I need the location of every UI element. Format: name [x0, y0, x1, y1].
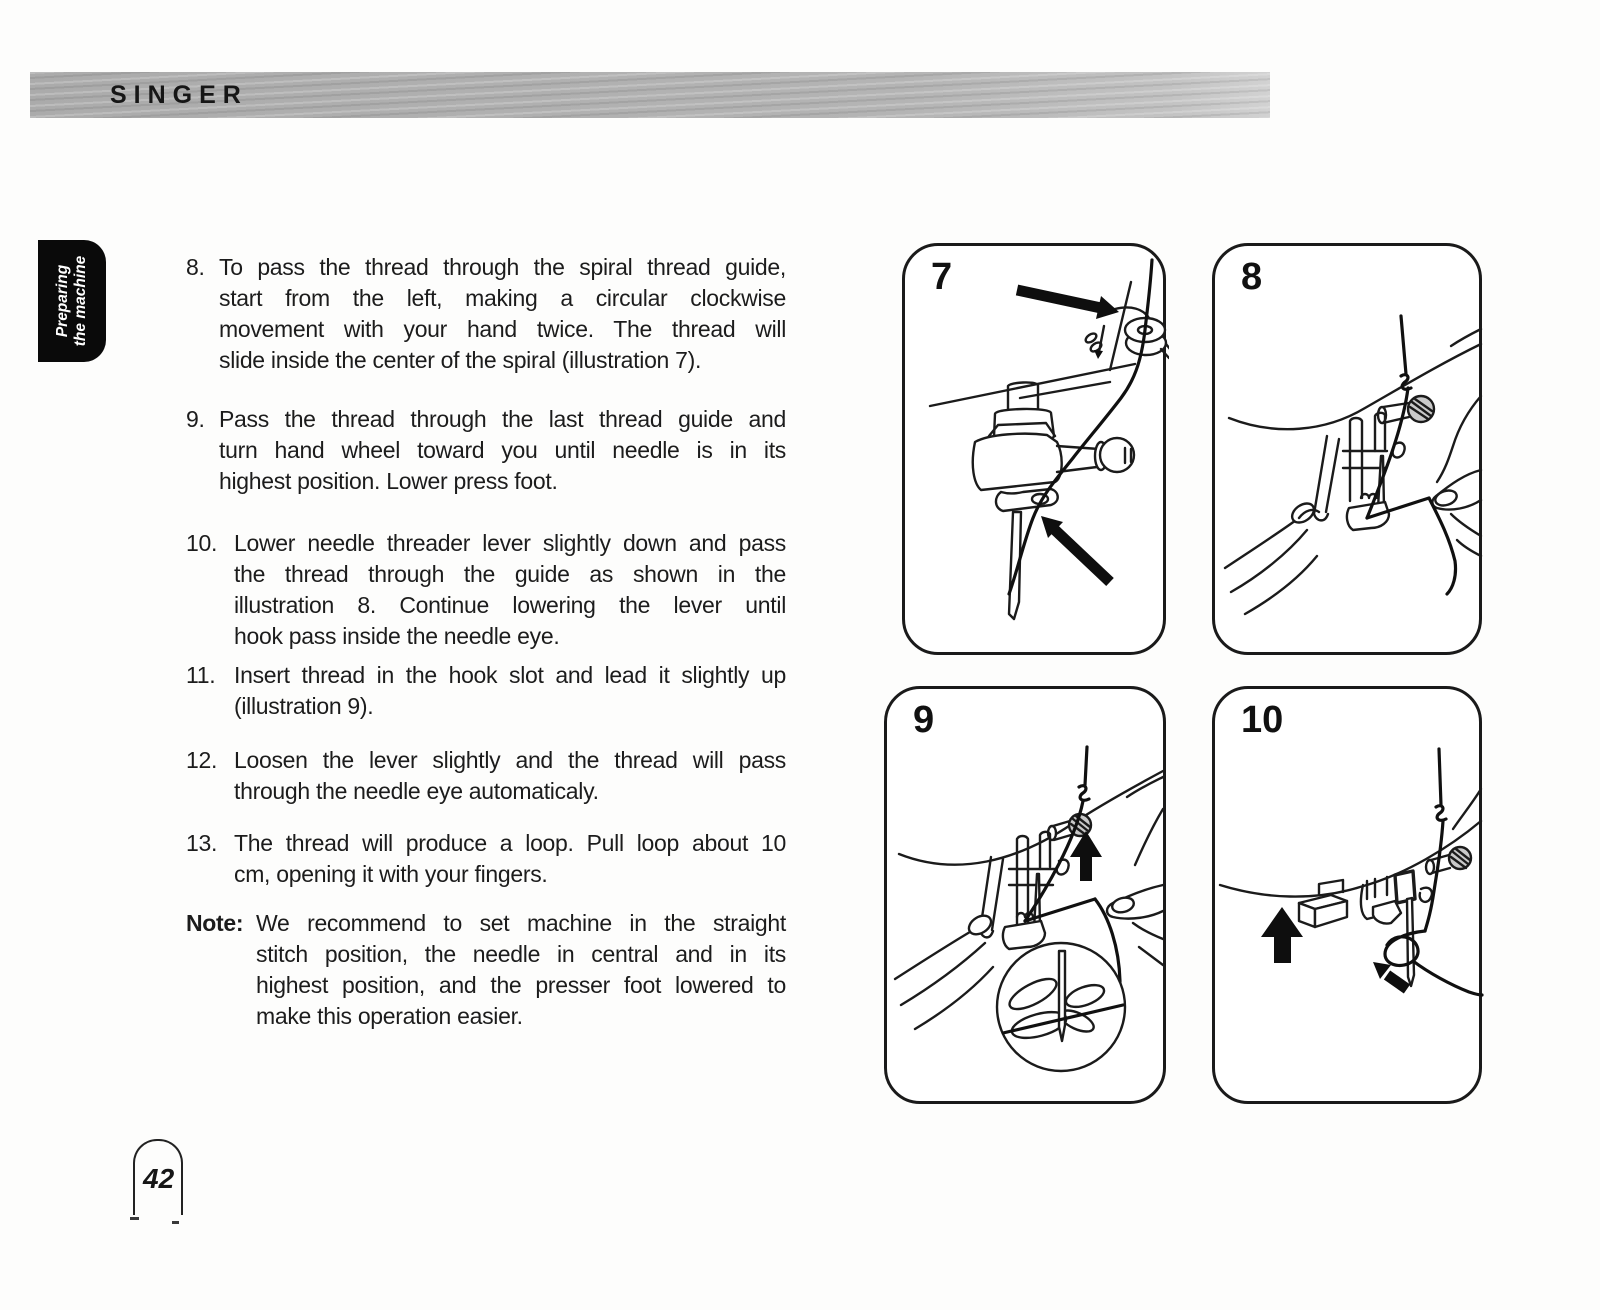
instruction-step-8	[186, 252, 786, 376]
page-number: 42	[143, 1163, 175, 1194]
figure-7-number: 7	[931, 256, 953, 298]
instruction-step-13	[186, 828, 786, 890]
figure-8-number: 8	[1241, 256, 1263, 298]
arrow-up-icon	[1261, 907, 1303, 937]
arrow-up-left-icon	[1387, 975, 1407, 989]
arrow-up-left-icon	[1055, 530, 1110, 582]
step-number: 8.	[186, 254, 205, 280]
figure-7-illustration	[905, 246, 1169, 658]
brand-banner	[30, 72, 1270, 118]
instruction-step-12	[186, 745, 786, 807]
instruction-step-10	[186, 528, 786, 652]
figure-9-number: 9	[913, 699, 935, 741]
step-number: 9.	[186, 406, 205, 432]
chapter-tab-label: Preparing the machine	[54, 255, 89, 347]
step-text: The thread will produce a loop. Pull loop about 10 cm, opening it with your fingers.	[234, 830, 786, 887]
arrow-right-icon	[1017, 290, 1101, 308]
chapter-tab	[38, 240, 106, 362]
instruction-step-9	[186, 404, 786, 497]
note-label: Note:	[186, 910, 244, 936]
scan-mark	[130, 1217, 139, 1220]
note-text: We recommend to set machine in the straight stitch position, the needle in central and in its highest position, and the presser foot lowered to make this operation easier.	[256, 910, 786, 1029]
step-text: Insert thread in the hook slot and lead it slightly up (illustration 9).	[234, 662, 786, 719]
step-number: 12.	[186, 747, 218, 773]
figure-10-panel	[1212, 686, 1482, 1104]
figure-10-illustration	[1215, 689, 1485, 1107]
step-number: 11.	[186, 662, 216, 688]
brand-logo: SINGER	[110, 81, 248, 109]
figure-8-illustration	[1215, 246, 1485, 658]
instruction-step-11	[186, 660, 786, 722]
page-number-arch	[133, 1139, 183, 1215]
step-text: Loosen the lever slightly and the thread will pass through the needle eye automaticaly.	[234, 747, 786, 804]
figure-10-number: 10	[1241, 699, 1284, 741]
note-paragraph	[186, 908, 786, 1032]
figure-9-panel	[884, 686, 1166, 1104]
figure-9-illustration	[887, 689, 1169, 1107]
step-text: Lower needle threader lever slightly down and pass the thread through the guide as shown in the illustration 8. Continue lowering the lever until hook pass inside the needle eye.	[234, 530, 786, 649]
step-number: 10.	[186, 530, 218, 556]
step-text: Pass the thread through the last thread guide and turn hand wheel toward you until needle is in its highest position. Lower press foot.	[219, 406, 786, 494]
scan-mark	[172, 1221, 179, 1224]
figure-8-panel	[1212, 243, 1482, 655]
step-text: To pass the thread through the spiral thread guide, start from the left, making a circular clockwise movement with your hand twice. The thread will slide inside the center of the spiral (illustration 7).	[219, 254, 786, 373]
step-number: 13.	[186, 830, 218, 856]
figure-7-panel	[902, 243, 1166, 655]
